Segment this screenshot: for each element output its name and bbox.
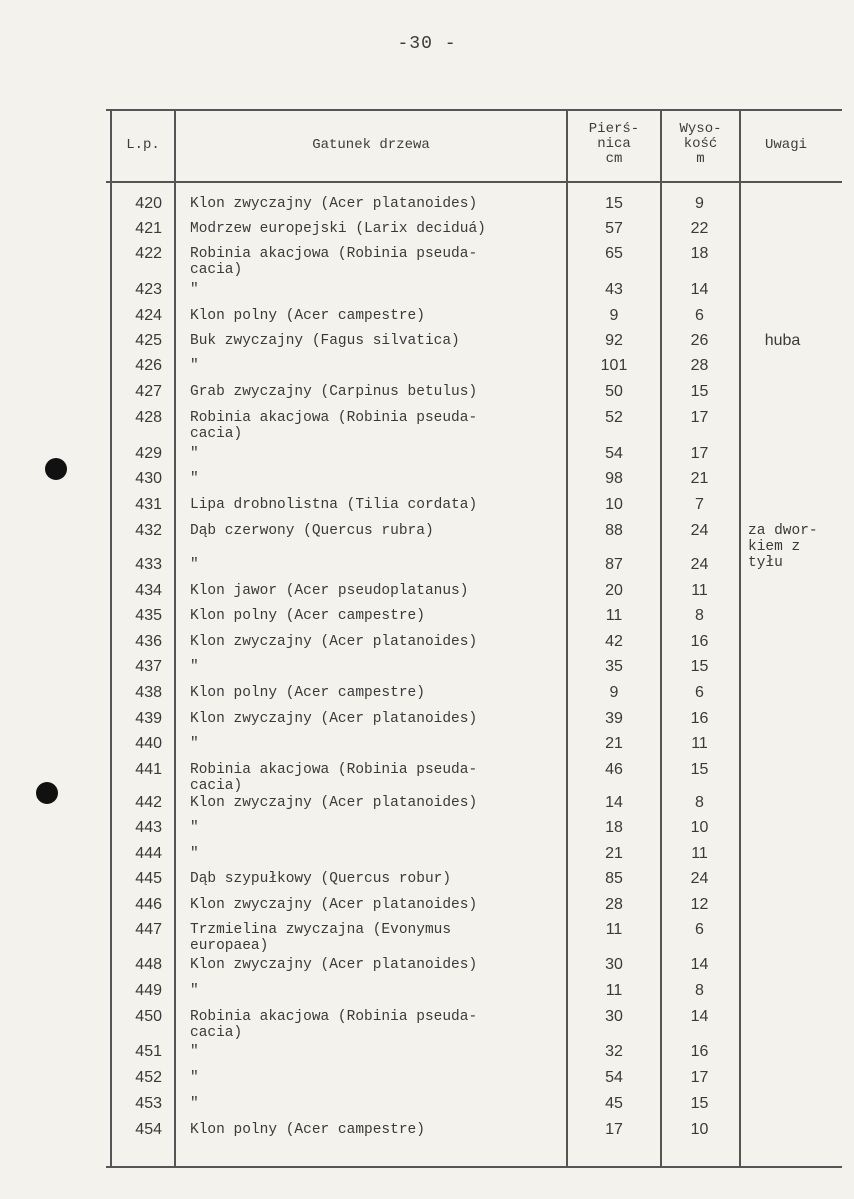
row-circumference: 18 bbox=[605, 819, 623, 836]
row-number: 434 bbox=[135, 582, 162, 599]
row-circumference: 9 bbox=[609, 684, 619, 701]
row-height: 21 bbox=[690, 470, 709, 487]
row-height: 11 bbox=[691, 845, 708, 862]
row-circumference: 54 bbox=[605, 445, 623, 462]
row-circumference: 28 bbox=[605, 896, 623, 913]
punch-hole-bottom bbox=[36, 782, 58, 804]
row-number: 440 bbox=[135, 735, 162, 752]
row-species: " bbox=[190, 1070, 199, 1086]
row-height: 15 bbox=[690, 383, 709, 400]
row-number: 451 bbox=[135, 1043, 162, 1060]
row-circumference: 88 bbox=[605, 522, 623, 539]
row-note: huba bbox=[764, 332, 801, 349]
row-species: Klon zwyczajny (Acer platanoides) bbox=[190, 711, 478, 727]
row-circumference: 30 bbox=[605, 956, 623, 973]
row-circumference: 10 bbox=[605, 496, 623, 513]
row-height: 8 bbox=[695, 794, 704, 811]
row-height: 6 bbox=[695, 307, 704, 324]
row-number: 427 bbox=[135, 383, 162, 400]
row-height: 24 bbox=[690, 870, 709, 887]
row-circumference: 21 bbox=[605, 845, 623, 862]
row-height: 17 bbox=[690, 1069, 709, 1086]
row-species: " bbox=[190, 557, 199, 573]
row-species: " bbox=[190, 820, 199, 836]
row-circumference: 32 bbox=[605, 1043, 623, 1060]
row-circumference: 65 bbox=[605, 245, 623, 262]
row-number: 423 bbox=[135, 281, 162, 298]
row-number: 437 bbox=[135, 658, 162, 675]
row-number: 424 bbox=[135, 307, 162, 324]
row-circumference: 30 bbox=[605, 1008, 623, 1025]
row-number: 445 bbox=[135, 870, 162, 887]
row-circumference: 46 bbox=[605, 761, 623, 778]
row-species: Robinia akacjowa (Robinia pseuda- cacia) bbox=[190, 246, 478, 278]
row-species: Dąb czerwony (Quercus rubra) bbox=[190, 523, 434, 539]
row-height: 10 bbox=[690, 819, 709, 836]
row-number: 447 bbox=[135, 921, 162, 938]
row-species: Klon zwyczajny (Acer platanoides) bbox=[190, 196, 478, 212]
row-species: Klon polny (Acer campestre) bbox=[190, 1122, 425, 1138]
row-circumference: 87 bbox=[605, 556, 623, 573]
row-note: za dwor- kiem z tyłu bbox=[748, 523, 818, 571]
row-number: 439 bbox=[135, 710, 162, 727]
row-height: 14 bbox=[690, 1008, 709, 1025]
row-circumference: 85 bbox=[605, 870, 623, 887]
row-height: 10 bbox=[690, 1121, 709, 1138]
row-species: Robinia akacjowa (Robinia pseuda- cacia) bbox=[190, 410, 478, 442]
row-number: 450 bbox=[135, 1008, 162, 1025]
row-circumference: 17 bbox=[605, 1121, 623, 1138]
row-circumference: 54 bbox=[605, 1069, 623, 1086]
row-species: Klon polny (Acer campestre) bbox=[190, 308, 425, 324]
page-number: -30 - bbox=[397, 34, 457, 54]
row-height: 15 bbox=[690, 1095, 709, 1112]
row-number: 431 bbox=[135, 496, 162, 513]
row-circumference: 57 bbox=[605, 220, 623, 237]
row-height: 11 bbox=[691, 582, 708, 599]
row-circumference: 11 bbox=[605, 607, 623, 624]
row-species: " bbox=[190, 736, 199, 752]
row-number: 443 bbox=[135, 819, 162, 836]
row-species: " bbox=[190, 983, 199, 999]
row-number: 433 bbox=[135, 556, 162, 573]
row-height: 24 bbox=[690, 556, 709, 573]
row-height: 16 bbox=[690, 1043, 709, 1060]
row-number: 454 bbox=[135, 1121, 162, 1138]
row-number: 446 bbox=[135, 896, 162, 913]
row-height: 8 bbox=[695, 607, 704, 624]
row-number: 444 bbox=[135, 845, 162, 862]
row-species: Modrzew europejski (Larix deciduá) bbox=[190, 221, 486, 237]
row-number: 429 bbox=[135, 445, 162, 462]
punch-hole-top bbox=[45, 458, 67, 480]
row-height: 15 bbox=[690, 761, 709, 778]
row-circumference: 92 bbox=[605, 332, 623, 349]
row-circumference: 11 bbox=[605, 982, 623, 999]
row-height: 24 bbox=[690, 522, 709, 539]
row-species: Klon jawor (Acer pseudoplatanus) bbox=[190, 583, 469, 599]
row-number: 442 bbox=[135, 794, 162, 811]
row-height: 6 bbox=[695, 684, 704, 701]
row-species: Robinia akacjowa (Robinia pseuda- cacia) bbox=[190, 762, 478, 794]
row-species: Klon zwyczajny (Acer platanoides) bbox=[190, 634, 478, 650]
row-number: 422 bbox=[135, 245, 162, 262]
row-species: " bbox=[190, 846, 199, 862]
row-circumference: 20 bbox=[605, 582, 623, 599]
row-species: Buk zwyczajny (Fagus silvatica) bbox=[190, 333, 460, 349]
header-notes: Uwagi bbox=[764, 137, 807, 153]
row-height: 9 bbox=[695, 195, 704, 212]
row-height: 26 bbox=[690, 332, 709, 349]
row-number: 453 bbox=[135, 1095, 162, 1112]
row-species: Robinia akacjowa (Robinia pseuda- cacia) bbox=[190, 1009, 478, 1041]
row-species: " bbox=[190, 446, 199, 462]
row-height: 16 bbox=[690, 633, 709, 650]
row-number: 420 bbox=[135, 195, 162, 212]
row-circumference: 15 bbox=[605, 195, 623, 212]
row-species: Klon polny (Acer campestre) bbox=[190, 685, 425, 701]
row-height: 11 bbox=[691, 735, 708, 752]
row-number: 449 bbox=[135, 982, 162, 999]
row-height: 14 bbox=[690, 956, 709, 973]
row-species: Trzmielina zwyczajna (Evonymus europaea) bbox=[190, 922, 452, 954]
header-circumference: Pierś- nica cm bbox=[588, 121, 640, 167]
row-species: " bbox=[190, 1044, 199, 1060]
row-number: 425 bbox=[135, 332, 162, 349]
row-number: 452 bbox=[135, 1069, 162, 1086]
row-height: 15 bbox=[690, 658, 709, 675]
row-number: 438 bbox=[135, 684, 162, 701]
row-number: 436 bbox=[135, 633, 162, 650]
row-circumference: 11 bbox=[605, 921, 623, 938]
row-circumference: 98 bbox=[605, 470, 623, 487]
row-circumference: 9 bbox=[609, 307, 619, 324]
row-height: 16 bbox=[690, 710, 709, 727]
row-circumference: 52 bbox=[605, 409, 623, 426]
row-height: 14 bbox=[690, 281, 709, 298]
row-circumference: 39 bbox=[605, 710, 623, 727]
row-height: 22 bbox=[690, 220, 709, 237]
row-circumference: 14 bbox=[605, 794, 623, 811]
row-species: " bbox=[190, 471, 199, 487]
row-number: 448 bbox=[135, 956, 162, 973]
row-number: 426 bbox=[135, 357, 162, 374]
row-height: 7 bbox=[695, 496, 704, 513]
row-number: 428 bbox=[135, 409, 162, 426]
row-number: 441 bbox=[135, 761, 162, 778]
row-height: 6 bbox=[695, 921, 704, 938]
row-circumference: 43 bbox=[605, 281, 623, 298]
row-height: 12 bbox=[690, 896, 709, 913]
row-species: Dąb szypułkowy (Quercus robur) bbox=[190, 871, 452, 887]
row-number: 432 bbox=[135, 522, 162, 539]
row-height: 17 bbox=[690, 445, 709, 462]
row-species: " bbox=[190, 282, 199, 298]
row-circumference: 35 bbox=[605, 658, 623, 675]
row-circumference: 45 bbox=[605, 1095, 623, 1112]
row-species: Lipa drobnolistna (Tilia cordata) bbox=[190, 497, 478, 513]
row-species: Klon zwyczajny (Acer platanoides) bbox=[190, 897, 478, 913]
row-species: Grab zwyczajny (Carpinus betulus) bbox=[190, 384, 478, 400]
row-number: 435 bbox=[135, 607, 162, 624]
row-height: 28 bbox=[690, 357, 709, 374]
header-species: Gatunek drzewa bbox=[312, 137, 430, 153]
row-number: 430 bbox=[135, 470, 162, 487]
row-height: 17 bbox=[690, 409, 709, 426]
row-species: Klon polny (Acer campestre) bbox=[190, 608, 425, 624]
row-species: " bbox=[190, 358, 199, 374]
row-circumference: 101 bbox=[600, 357, 628, 374]
row-species: Klon zwyczajny (Acer platanoides) bbox=[190, 795, 478, 811]
row-number: 421 bbox=[135, 220, 162, 237]
header-height: Wyso- kość m bbox=[679, 121, 722, 167]
row-circumference: 42 bbox=[605, 633, 623, 650]
row-height: 8 bbox=[695, 982, 704, 999]
row-height: 18 bbox=[690, 245, 709, 262]
header-lp: L.p. bbox=[126, 137, 160, 153]
row-species: " bbox=[190, 659, 199, 675]
row-species: " bbox=[190, 1096, 199, 1112]
row-circumference: 21 bbox=[605, 735, 623, 752]
row-species: Klon zwyczajny (Acer platanoides) bbox=[190, 957, 478, 973]
row-circumference: 50 bbox=[605, 383, 623, 400]
